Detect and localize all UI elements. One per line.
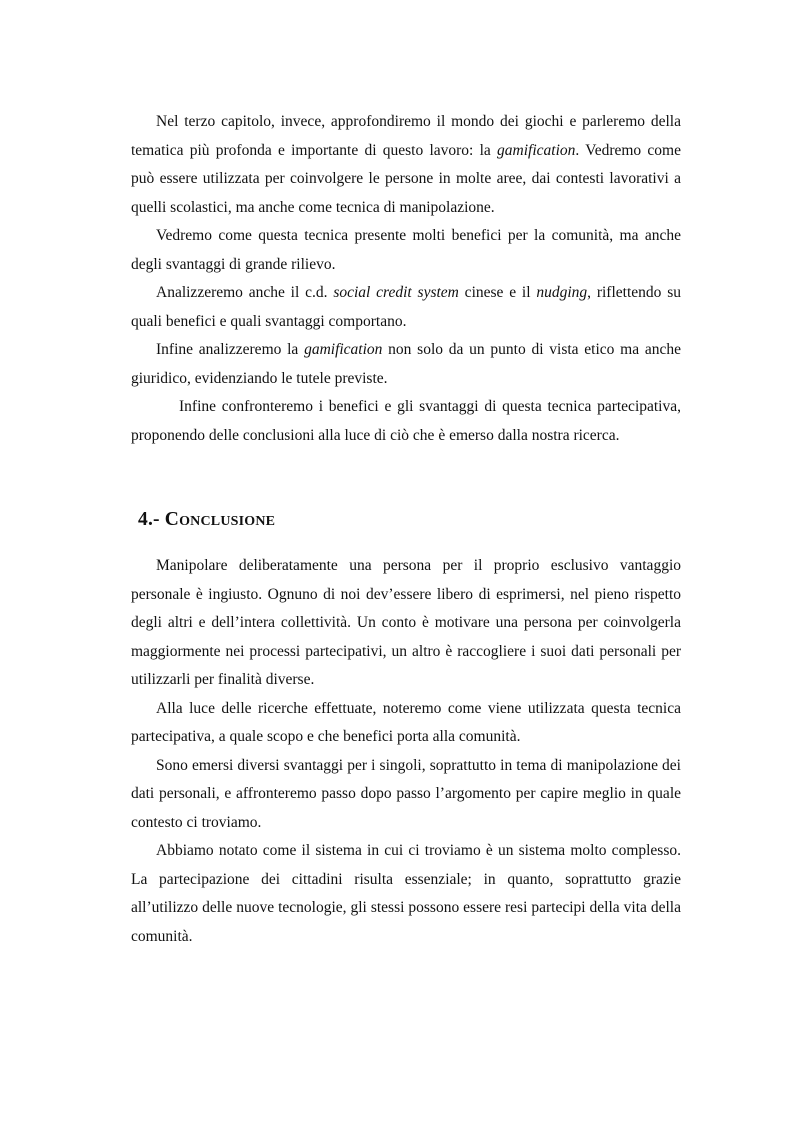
section-heading: [138, 509, 681, 531]
intro-paragraph-2: Vedremo come questa tecnica presente molti benefici per la comunità, ma anche degli svantaggi di grande rilievo.: [131, 227, 681, 273]
intro-p3-text-a: Analizzeremo anche il c.d.: [156, 284, 334, 301]
intro-paragraph-5: Infine confronteremo i benefici e gli svantaggi di questa tecnica partecipativa, proponendo delle conclusioni alla luce di ciò che è emerso dalla nostra ricerca.: [131, 398, 681, 444]
conclusion-paragraph-4: Abbiamo notato come il sistema in cui ci troviamo è un sistema molto complesso. La partecipazione dei cittadini risulta essenziale; in quanto, soprattutto grazie all’utilizzo delle nuove tecnologie, gli stessi possono essere resi partecipi della vita della comunità.: [131, 842, 681, 945]
conclusion-paragraph-2: Alla luce delle ricerche effettuate, noteremo come viene utilizzata questa tecnica partecipativa, a quale scopo e che benefici porta alla comunità.: [131, 699, 681, 745]
section-title: Conclusione: [164, 509, 276, 530]
intro-paragraph-4: [131, 336, 681, 393]
intro-p1-term-gamification: gamification: [497, 141, 576, 159]
intro-p3-term-nudging: nudging: [536, 284, 588, 301]
intro-p1-text-a: Nel terzo capitolo, invece, approfondiremo il mondo dei giochi e parleremo della tematica più profonda e importante di questo lavoro: la: [131, 113, 681, 159]
section-number: 4.-: [138, 509, 165, 530]
document-page: [131, 108, 681, 951]
intro-p3-text-c: cinese e il: [458, 284, 537, 301]
intro-p4-term-gamification: gamification: [304, 341, 383, 358]
conclusion-paragraph-1: Manipolare deliberatamente una persona per il proprio esclusivo vantaggio personale è ingiusto. Ognuno di noi dev’essere libero di esprimersi, nel pieno rispetto degli altri e dell’intera collettività. Un conto è motivare una persona per coinvolgerla maggiormente nei processi partecipativi, un altro è raccogliere i suoi dati personali per utilizzarli per finalità diverse.: [131, 557, 681, 688]
intro-paragraph-3: [131, 279, 681, 336]
intro-p3-term-social-credit: social credit system: [333, 284, 459, 301]
intro-p1-text-c: . Vedremo come può essere utilizzata per coinvolgere le persone in molte aree, dai contesti lavorativi a quelli scolastici, ma anche come tecnica di manipolazione.: [131, 141, 681, 216]
intro-paragraph-1: [131, 108, 681, 222]
intro-p3-text-e: , riflettendo su quali benefici e quali svantaggi comportano.: [131, 284, 681, 330]
intro-p4-text-a: Infine analizzeremo la: [156, 341, 305, 358]
intro-p4-text-c: non solo da un punto di vista etico ma anche giuridico, evidenziando le tutele previste.: [131, 341, 681, 387]
conclusion-paragraph-3: Sono emersi diversi svantaggi per i singoli, soprattutto in tema di manipolazione dei dati personali, e affronteremo passo dopo passo l’argomento per capire meglio in quale contesto ci troviamo.: [131, 756, 681, 831]
